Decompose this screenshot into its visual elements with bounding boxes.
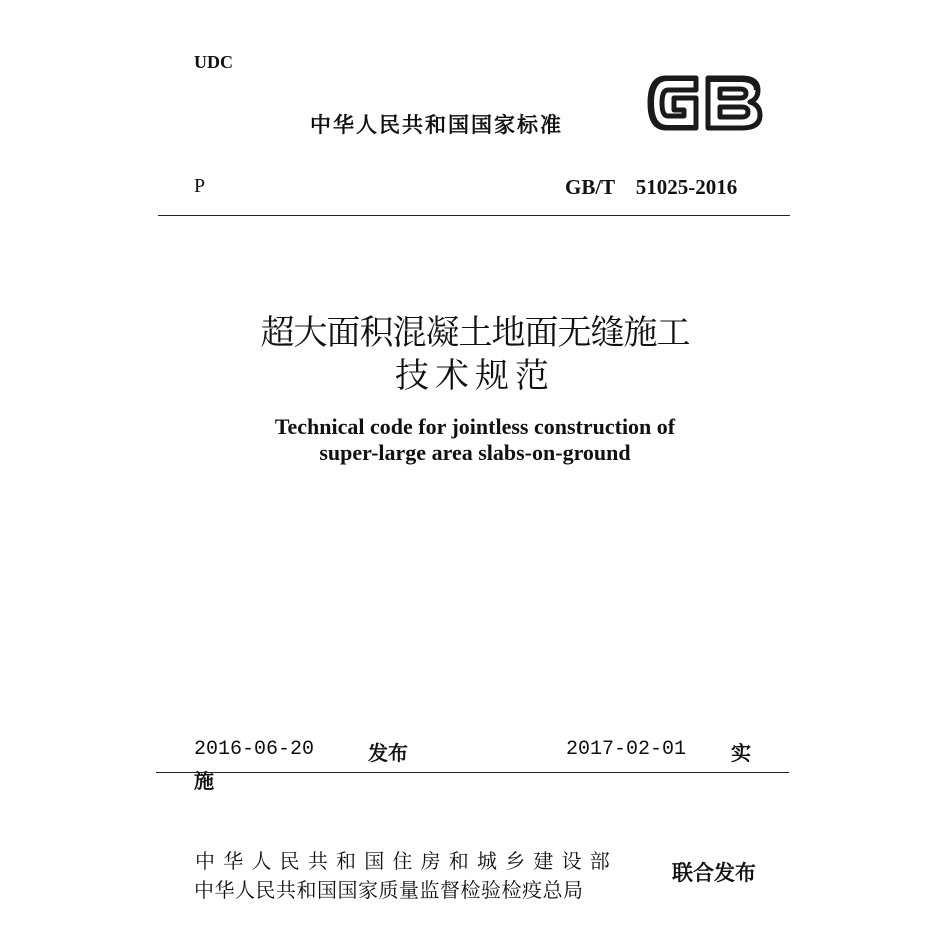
issue-date: 2016-06-20 bbox=[194, 738, 315, 761]
national-standard-heading: 中华人民共和国国家标准 bbox=[310, 113, 563, 137]
implementation-label-part2: 施 bbox=[194, 769, 214, 793]
standard-number: GB/T 51025-2016 bbox=[565, 175, 738, 199]
header-divider bbox=[158, 215, 790, 216]
title-en-line2: super-large area slabs-on-ground bbox=[319, 440, 631, 465]
gb-logo-icon bbox=[646, 72, 764, 134]
publisher-aqsiq: 中华人民共和国国家质量监督检验检疫总局 bbox=[194, 878, 584, 902]
title-cn-line2: 技术规范 bbox=[395, 356, 555, 396]
title-cn-line1: 超大面积混凝土地面无缝施工 bbox=[260, 313, 690, 353]
issue-label: 发布 bbox=[368, 741, 408, 765]
publisher-ministry-housing: 中华人民共和国住房和城乡建设部 bbox=[195, 849, 618, 873]
title-en-line1: Technical code for jointless construction of bbox=[274, 414, 676, 439]
udc-label: UDC bbox=[194, 52, 233, 72]
implementation-label-part1: 实 bbox=[731, 741, 751, 765]
classification-code: P bbox=[194, 175, 206, 197]
joint-release-label: 联合发布 bbox=[672, 861, 756, 885]
gb-logo-b-shape bbox=[708, 78, 760, 128]
implementation-date: 2017-02-01 bbox=[566, 738, 687, 761]
footer-divider bbox=[156, 772, 789, 773]
